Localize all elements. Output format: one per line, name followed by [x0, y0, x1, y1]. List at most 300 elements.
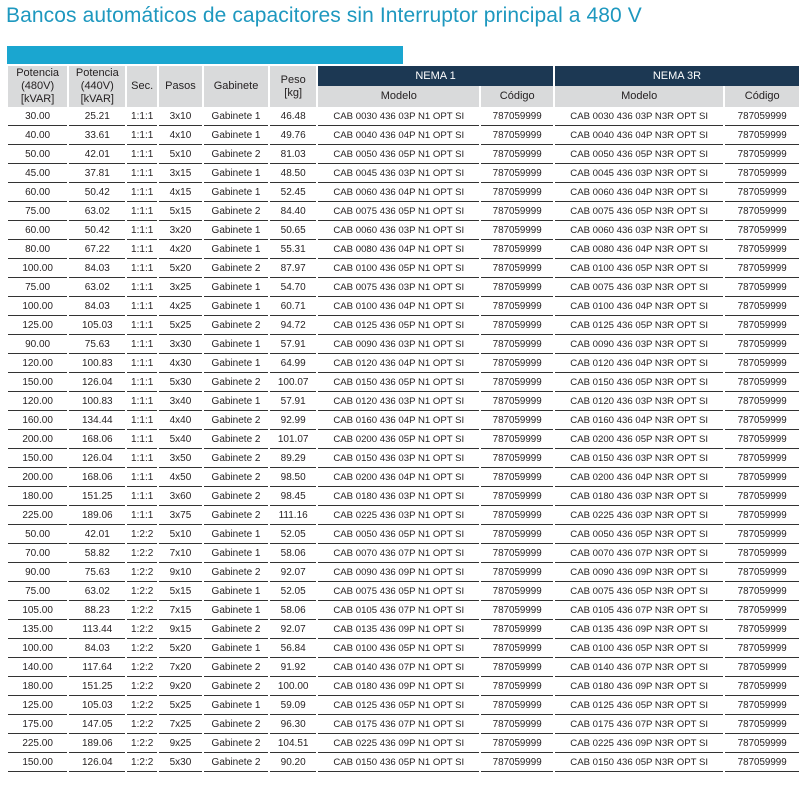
- cell-modelo-nema3r: CAB 0075 436 05P N3R OPT SI: [555, 582, 723, 601]
- cell-potencia-440v: 63.02: [69, 582, 125, 601]
- table-row: [8, 506, 799, 525]
- cell-sec: 1:2:2: [127, 734, 157, 753]
- cell-modelo-nema3r: CAB 0100 436 04P N3R OPT SI: [555, 297, 723, 316]
- table-row: [8, 183, 799, 202]
- cell-gabinete: Gabinete 2: [204, 715, 268, 734]
- cell-modelo-nema1: CAB 0070 436 07P N1 OPT SI: [318, 544, 479, 563]
- cell-codigo-nema3r: 787059999: [725, 620, 799, 639]
- cell-codigo-nema3r: 787059999: [725, 278, 799, 297]
- cell-peso: 84.40: [270, 202, 316, 221]
- cell-peso: 60.71: [270, 297, 316, 316]
- cell-peso: 57.91: [270, 392, 316, 411]
- cell-pasos: 4x30: [159, 354, 202, 373]
- cell-potencia-440v: 117.64: [69, 658, 125, 677]
- cell-modelo-nema1: CAB 0150 436 05P N1 OPT SI: [318, 753, 479, 772]
- cell-peso: 81.03: [270, 145, 316, 164]
- cell-sec: 1:2:2: [127, 582, 157, 601]
- cell-potencia-480v: 200.00: [8, 430, 67, 449]
- cell-peso: 58.06: [270, 601, 316, 620]
- cell-gabinete: Gabinete 1: [204, 297, 268, 316]
- cell-gabinete: Gabinete 1: [204, 335, 268, 354]
- header-potencia-480v: [8, 66, 67, 107]
- cell-pasos: 5x15: [159, 582, 202, 601]
- cell-modelo-nema3r: CAB 0125 436 05P N3R OPT SI: [555, 696, 723, 715]
- cell-modelo-nema1: CAB 0180 436 09P N1 OPT SI: [318, 677, 479, 696]
- cell-potencia-440v: 126.04: [69, 753, 125, 772]
- cell-potencia-480v: 200.00: [8, 468, 67, 487]
- cell-codigo-nema1: 787059999: [481, 677, 552, 696]
- header-gabinete: Gabinete: [204, 66, 268, 107]
- cell-codigo-nema3r: 787059999: [725, 544, 799, 563]
- header-text: [kg]: [284, 86, 303, 99]
- cell-sec: 1:1:1: [127, 202, 157, 221]
- cell-modelo-nema3r: CAB 0180 436 03P N3R OPT SI: [555, 487, 723, 506]
- cell-peso: 104.51: [270, 734, 316, 753]
- cell-peso: 92.99: [270, 411, 316, 430]
- cell-codigo-nema1: 787059999: [481, 525, 552, 544]
- cell-peso: 100.07: [270, 373, 316, 392]
- cell-potencia-480v: 45.00: [8, 164, 67, 183]
- cell-codigo-nema1: 787059999: [481, 164, 552, 183]
- cell-modelo-nema1: CAB 0090 436 03P N1 OPT SI: [318, 335, 479, 354]
- table-row: [8, 582, 799, 601]
- cell-potencia-440v: 63.02: [69, 202, 125, 221]
- cell-codigo-nema1: 787059999: [481, 582, 552, 601]
- cell-modelo-nema3r: CAB 0090 436 03P N3R OPT SI: [555, 335, 723, 354]
- cell-peso: 56.84: [270, 639, 316, 658]
- cell-potencia-480v: 150.00: [8, 373, 67, 392]
- cell-modelo-nema3r: CAB 0045 436 03P N3R OPT SI: [555, 164, 723, 183]
- table-row: [8, 297, 799, 316]
- cell-modelo-nema1: CAB 0135 436 09P N1 OPT SI: [318, 620, 479, 639]
- cell-codigo-nema1: 787059999: [481, 430, 552, 449]
- cell-gabinete: Gabinete 2: [204, 753, 268, 772]
- cell-gabinete: Gabinete 1: [204, 221, 268, 240]
- header-codigo-nema1: Código: [481, 86, 552, 107]
- cell-potencia-440v: 134.44: [69, 411, 125, 430]
- cell-codigo-nema1: 787059999: [481, 449, 552, 468]
- cell-potencia-480v: 70.00: [8, 544, 67, 563]
- cell-peso: 92.07: [270, 620, 316, 639]
- cell-potencia-480v: 30.00: [8, 107, 67, 126]
- cell-gabinete: Gabinete 2: [204, 145, 268, 164]
- cell-modelo-nema3r: CAB 0030 436 03P N3R OPT SI: [555, 107, 723, 126]
- cell-modelo-nema3r: CAB 0180 436 09P N3R OPT SI: [555, 677, 723, 696]
- cell-pasos: 9x10: [159, 563, 202, 582]
- table-row: [8, 164, 799, 183]
- cell-potencia-480v: 150.00: [8, 753, 67, 772]
- cell-codigo-nema1: 787059999: [481, 506, 552, 525]
- cell-codigo-nema3r: 787059999: [725, 259, 799, 278]
- cell-pasos: 4x40: [159, 411, 202, 430]
- cell-modelo-nema3r: CAB 0075 436 05P N3R OPT SI: [555, 202, 723, 221]
- cell-codigo-nema3r: 787059999: [725, 449, 799, 468]
- cell-codigo-nema1: 787059999: [481, 544, 552, 563]
- cell-pasos: 5x20: [159, 639, 202, 658]
- cell-potencia-440v: 37.81: [69, 164, 125, 183]
- cell-potencia-440v: 147.05: [69, 715, 125, 734]
- cell-potencia-440v: 25.21: [69, 107, 125, 126]
- cell-pasos: 5x40: [159, 430, 202, 449]
- header-nema-1: NEMA 1: [318, 66, 553, 86]
- cell-codigo-nema1: 787059999: [481, 563, 552, 582]
- cell-codigo-nema3r: 787059999: [725, 107, 799, 126]
- cell-gabinete: Gabinete 2: [204, 316, 268, 335]
- cell-peso: 94.72: [270, 316, 316, 335]
- cell-potencia-440v: 168.06: [69, 468, 125, 487]
- cell-codigo-nema1: 787059999: [481, 183, 552, 202]
- cell-modelo-nema1: CAB 0225 436 03P N1 OPT SI: [318, 506, 479, 525]
- table-row: [8, 430, 799, 449]
- cell-pasos: 7x15: [159, 601, 202, 620]
- cell-codigo-nema1: 787059999: [481, 715, 552, 734]
- cell-pasos: 7x20: [159, 658, 202, 677]
- cell-peso: 98.45: [270, 487, 316, 506]
- cell-potencia-440v: 151.25: [69, 677, 125, 696]
- cell-pasos: 9x20: [159, 677, 202, 696]
- cell-modelo-nema1: CAB 0045 436 03P N1 OPT SI: [318, 164, 479, 183]
- cell-modelo-nema1: CAB 0100 436 05P N1 OPT SI: [318, 639, 479, 658]
- cell-modelo-nema1: CAB 0100 436 04P N1 OPT SI: [318, 297, 479, 316]
- cell-potencia-480v: 180.00: [8, 487, 67, 506]
- cell-gabinete: Gabinete 2: [204, 677, 268, 696]
- cell-potencia-480v: 175.00: [8, 715, 67, 734]
- cell-modelo-nema1: CAB 0120 436 04P N1 OPT SI: [318, 354, 479, 373]
- cell-potencia-480v: 50.00: [8, 145, 67, 164]
- table-row: [8, 202, 799, 221]
- cell-pasos: 3x10: [159, 107, 202, 126]
- cell-sec: 1:2:2: [127, 620, 157, 639]
- cell-codigo-nema1: 787059999: [481, 696, 552, 715]
- cell-sec: 1:1:1: [127, 449, 157, 468]
- cell-gabinete: Gabinete 2: [204, 373, 268, 392]
- cell-gabinete: Gabinete 1: [204, 278, 268, 297]
- cell-peso: 49.76: [270, 126, 316, 145]
- cell-modelo-nema3r: CAB 0150 436 03P N3R OPT SI: [555, 449, 723, 468]
- cell-gabinete: Gabinete 1: [204, 392, 268, 411]
- header-text: [kVAR]: [20, 93, 55, 105]
- cell-potencia-440v: 168.06: [69, 430, 125, 449]
- cell-codigo-nema1: 787059999: [481, 335, 552, 354]
- cell-pasos: 5x25: [159, 696, 202, 715]
- cell-potencia-440v: 63.02: [69, 278, 125, 297]
- cell-modelo-nema3r: CAB 0100 436 05P N3R OPT SI: [555, 259, 723, 278]
- table-row: [8, 278, 799, 297]
- cell-modelo-nema1: CAB 0200 436 04P N1 OPT SI: [318, 468, 479, 487]
- cell-sec: 1:1:1: [127, 278, 157, 297]
- cell-codigo-nema3r: 787059999: [725, 145, 799, 164]
- cell-pasos: 3x60: [159, 487, 202, 506]
- cell-codigo-nema3r: 787059999: [725, 506, 799, 525]
- cell-modelo-nema1: CAB 0225 436 09P N1 OPT SI: [318, 734, 479, 753]
- cell-potencia-440v: 126.04: [69, 449, 125, 468]
- cell-gabinete: Gabinete 2: [204, 506, 268, 525]
- cell-potencia-440v: 75.63: [69, 563, 125, 582]
- cell-codigo-nema3r: 787059999: [725, 525, 799, 544]
- cell-gabinete: Gabinete 1: [204, 544, 268, 563]
- cell-potencia-480v: 40.00: [8, 126, 67, 145]
- cell-codigo-nema1: 787059999: [481, 753, 552, 772]
- cell-peso: 89.29: [270, 449, 316, 468]
- cell-sec: 1:1:1: [127, 259, 157, 278]
- cell-codigo-nema3r: 787059999: [725, 715, 799, 734]
- cell-potencia-440v: 84.03: [69, 297, 125, 316]
- header-modelo-nema3r: Modelo: [555, 86, 723, 107]
- cell-modelo-nema3r: CAB 0105 436 07P N3R OPT SI: [555, 601, 723, 620]
- cell-codigo-nema1: 787059999: [481, 620, 552, 639]
- cell-gabinete: Gabinete 1: [204, 183, 268, 202]
- cell-sec: 1:1:1: [127, 468, 157, 487]
- cell-peso: 111.16: [270, 506, 316, 525]
- cell-gabinete: Gabinete 1: [204, 126, 268, 145]
- cell-modelo-nema1: CAB 0175 436 07P N1 OPT SI: [318, 715, 479, 734]
- cell-modelo-nema3r: CAB 0150 436 05P N3R OPT SI: [555, 753, 723, 772]
- cell-potencia-440v: 189.06: [69, 734, 125, 753]
- table-body: [8, 107, 799, 772]
- cell-pasos: 5x15: [159, 202, 202, 221]
- table-row: [8, 373, 799, 392]
- cell-potencia-480v: 225.00: [8, 506, 67, 525]
- cell-modelo-nema1: CAB 0090 436 09P N1 OPT SI: [318, 563, 479, 582]
- cell-gabinete: Gabinete 1: [204, 525, 268, 544]
- cell-pasos: 4x20: [159, 240, 202, 259]
- cell-modelo-nema1: CAB 0150 436 05P N1 OPT SI: [318, 373, 479, 392]
- cell-sec: 1:1:1: [127, 126, 157, 145]
- cell-sec: 1:2:2: [127, 544, 157, 563]
- cell-potencia-480v: 100.00: [8, 639, 67, 658]
- cell-codigo-nema3r: 787059999: [725, 373, 799, 392]
- cell-pasos: 5x25: [159, 316, 202, 335]
- cell-potencia-480v: 60.00: [8, 221, 67, 240]
- cell-modelo-nema3r: CAB 0225 436 03P N3R OPT SI: [555, 506, 723, 525]
- cell-potencia-480v: 150.00: [8, 449, 67, 468]
- cell-codigo-nema3r: 787059999: [725, 221, 799, 240]
- cell-sec: 1:2:2: [127, 525, 157, 544]
- cell-peso: 100.00: [270, 677, 316, 696]
- cell-modelo-nema1: CAB 0150 436 03P N1 OPT SI: [318, 449, 479, 468]
- cell-codigo-nema1: 787059999: [481, 126, 552, 145]
- cell-modelo-nema1: CAB 0075 436 03P N1 OPT SI: [318, 278, 479, 297]
- cell-potencia-440v: 189.06: [69, 506, 125, 525]
- cell-modelo-nema1: CAB 0080 436 04P N1 OPT SI: [318, 240, 479, 259]
- cell-sec: 1:2:2: [127, 677, 157, 696]
- cell-peso: 52.05: [270, 525, 316, 544]
- cell-modelo-nema1: CAB 0120 436 03P N1 OPT SI: [318, 392, 479, 411]
- cell-pasos: 5x30: [159, 373, 202, 392]
- cell-gabinete: Gabinete 2: [204, 563, 268, 582]
- capacitor-bank-table: [6, 66, 801, 772]
- cell-pasos: 3x20: [159, 221, 202, 240]
- cell-gabinete: Gabinete 1: [204, 639, 268, 658]
- cell-modelo-nema3r: CAB 0080 436 04P N3R OPT SI: [555, 240, 723, 259]
- cell-gabinete: Gabinete 2: [204, 620, 268, 639]
- cell-modelo-nema3r: CAB 0070 436 07P N3R OPT SI: [555, 544, 723, 563]
- cell-sec: 1:1:1: [127, 487, 157, 506]
- cell-potencia-440v: 126.04: [69, 373, 125, 392]
- cell-pasos: 9x15: [159, 620, 202, 639]
- cell-peso: 59.09: [270, 696, 316, 715]
- table-row: [8, 753, 799, 772]
- cell-peso: 50.65: [270, 221, 316, 240]
- cell-potencia-440v: 100.83: [69, 354, 125, 373]
- cell-codigo-nema1: 787059999: [481, 145, 552, 164]
- cell-modelo-nema3r: CAB 0075 436 03P N3R OPT SI: [555, 278, 723, 297]
- table-row: [8, 639, 799, 658]
- cell-pasos: 5x30: [159, 753, 202, 772]
- cell-modelo-nema1: CAB 0050 436 05P N1 OPT SI: [318, 525, 479, 544]
- cell-potencia-480v: 120.00: [8, 354, 67, 373]
- cell-gabinete: Gabinete 1: [204, 240, 268, 259]
- cell-peso: 87.97: [270, 259, 316, 278]
- cell-sec: 1:1:1: [127, 506, 157, 525]
- header-pasos: Pasos: [159, 66, 202, 107]
- cell-potencia-440v: 42.01: [69, 525, 125, 544]
- cell-pasos: 3x40: [159, 392, 202, 411]
- cell-modelo-nema3r: CAB 0060 436 03P N3R OPT SI: [555, 221, 723, 240]
- cell-codigo-nema1: 787059999: [481, 601, 552, 620]
- cell-codigo-nema1: 787059999: [481, 658, 552, 677]
- cell-codigo-nema1: 787059999: [481, 392, 552, 411]
- cell-codigo-nema3r: 787059999: [725, 430, 799, 449]
- cell-potencia-440v: 75.63: [69, 335, 125, 354]
- cell-codigo-nema1: 787059999: [481, 221, 552, 240]
- cell-modelo-nema1: CAB 0075 436 05P N1 OPT SI: [318, 582, 479, 601]
- table-row: [8, 696, 799, 715]
- cell-codigo-nema1: 787059999: [481, 107, 552, 126]
- cell-potencia-440v: 84.03: [69, 639, 125, 658]
- cell-modelo-nema1: CAB 0075 436 05P N1 OPT SI: [318, 202, 479, 221]
- cell-gabinete: Gabinete 1: [204, 601, 268, 620]
- header-peso: [270, 66, 316, 107]
- cell-modelo-nema3r: CAB 0050 436 05P N3R OPT SI: [555, 525, 723, 544]
- table-row: [8, 107, 799, 126]
- cell-gabinete: Gabinete 2: [204, 202, 268, 221]
- cell-peso: 90.20: [270, 753, 316, 772]
- cell-modelo-nema1: CAB 0125 436 05P N1 OPT SI: [318, 316, 479, 335]
- cell-pasos: 3x75: [159, 506, 202, 525]
- cell-potencia-480v: 180.00: [8, 677, 67, 696]
- cell-pasos: 7x10: [159, 544, 202, 563]
- cell-pasos: 3x15: [159, 164, 202, 183]
- cell-peso: 92.07: [270, 563, 316, 582]
- cell-peso: 96.30: [270, 715, 316, 734]
- cell-sec: 1:1:1: [127, 164, 157, 183]
- cell-pasos: 4x10: [159, 126, 202, 145]
- cell-pasos: 5x20: [159, 259, 202, 278]
- cell-sec: 1:1:1: [127, 183, 157, 202]
- table-row: [8, 259, 799, 278]
- cell-sec: 1:1:1: [127, 221, 157, 240]
- cell-peso: 55.31: [270, 240, 316, 259]
- cell-codigo-nema3r: 787059999: [725, 753, 799, 772]
- table-row: [8, 563, 799, 582]
- cell-sec: 1:1:1: [127, 316, 157, 335]
- cell-gabinete: Gabinete 2: [204, 734, 268, 753]
- cell-sec: 1:2:2: [127, 639, 157, 658]
- cell-modelo-nema1: CAB 0200 436 05P N1 OPT SI: [318, 430, 479, 449]
- cell-codigo-nema1: 787059999: [481, 468, 552, 487]
- cell-sec: 1:2:2: [127, 563, 157, 582]
- cell-potencia-480v: 105.00: [8, 601, 67, 620]
- cell-modelo-nema3r: CAB 0040 436 04P N3R OPT SI: [555, 126, 723, 145]
- cell-codigo-nema1: 787059999: [481, 734, 552, 753]
- cell-peso: 101.07: [270, 430, 316, 449]
- cell-modelo-nema3r: CAB 0120 436 03P N3R OPT SI: [555, 392, 723, 411]
- cell-modelo-nema3r: CAB 0225 436 09P N3R OPT SI: [555, 734, 723, 753]
- cell-sec: 1:1:1: [127, 107, 157, 126]
- cell-potencia-480v: 140.00: [8, 658, 67, 677]
- cell-gabinete: Gabinete 2: [204, 259, 268, 278]
- cell-potencia-480v: 125.00: [8, 316, 67, 335]
- cell-codigo-nema3r: 787059999: [725, 658, 799, 677]
- table-row: [8, 145, 799, 164]
- cell-codigo-nema1: 787059999: [481, 240, 552, 259]
- cell-pasos: 3x50: [159, 449, 202, 468]
- cell-modelo-nema1: CAB 0160 436 04P N1 OPT SI: [318, 411, 479, 430]
- cell-codigo-nema3r: 787059999: [725, 468, 799, 487]
- cell-peso: 91.92: [270, 658, 316, 677]
- cell-codigo-nema3r: 787059999: [725, 392, 799, 411]
- cell-codigo-nema1: 787059999: [481, 354, 552, 373]
- table-row: [8, 316, 799, 335]
- header-potencia-440v: [69, 66, 125, 107]
- cell-potencia-440v: 84.03: [69, 259, 125, 278]
- cell-sec: 1:2:2: [127, 696, 157, 715]
- cell-sec: 1:1:1: [127, 373, 157, 392]
- cell-codigo-nema3r: 787059999: [725, 696, 799, 715]
- cell-peso: 98.50: [270, 468, 316, 487]
- cell-codigo-nema3r: 787059999: [725, 563, 799, 582]
- cell-codigo-nema1: 787059999: [481, 202, 552, 221]
- cell-codigo-nema1: 787059999: [481, 278, 552, 297]
- table-row: [8, 411, 799, 430]
- cell-sec: 1:2:2: [127, 753, 157, 772]
- cell-codigo-nema1: 787059999: [481, 259, 552, 278]
- table-row: [8, 715, 799, 734]
- cell-pasos: 4x50: [159, 468, 202, 487]
- cell-codigo-nema3r: 787059999: [725, 126, 799, 145]
- cell-sec: 1:2:2: [127, 715, 157, 734]
- cell-potencia-440v: 33.61: [69, 126, 125, 145]
- cell-potencia-440v: 113.44: [69, 620, 125, 639]
- cell-sec: 1:1:1: [127, 145, 157, 164]
- cell-pasos: 4x25: [159, 297, 202, 316]
- cell-sec: 1:1:1: [127, 240, 157, 259]
- cell-modelo-nema1: CAB 0030 436 03P N1 OPT SI: [318, 107, 479, 126]
- cell-potencia-440v: 151.25: [69, 487, 125, 506]
- cell-codigo-nema3r: 787059999: [725, 487, 799, 506]
- table-row: [8, 449, 799, 468]
- cell-peso: 64.99: [270, 354, 316, 373]
- cell-pasos: 9x25: [159, 734, 202, 753]
- cell-codigo-nema3r: 787059999: [725, 411, 799, 430]
- cell-peso: 46.48: [270, 107, 316, 126]
- cell-modelo-nema1: CAB 0100 436 05P N1 OPT SI: [318, 259, 479, 278]
- cell-codigo-nema3r: 787059999: [725, 202, 799, 221]
- cell-potencia-480v: 80.00: [8, 240, 67, 259]
- cell-modelo-nema1: CAB 0140 436 07P N1 OPT SI: [318, 658, 479, 677]
- cell-gabinete: Gabinete 1: [204, 107, 268, 126]
- cell-codigo-nema3r: 787059999: [725, 164, 799, 183]
- cell-modelo-nema3r: CAB 0050 436 05P N3R OPT SI: [555, 145, 723, 164]
- header-text: [kVAR]: [80, 93, 114, 105]
- cell-potencia-480v: 60.00: [8, 183, 67, 202]
- header-codigo-nema3r: Código: [725, 86, 799, 107]
- table-row: [8, 221, 799, 240]
- cell-codigo-nema1: 787059999: [481, 639, 552, 658]
- cell-potencia-480v: 100.00: [8, 259, 67, 278]
- cell-potencia-480v: 160.00: [8, 411, 67, 430]
